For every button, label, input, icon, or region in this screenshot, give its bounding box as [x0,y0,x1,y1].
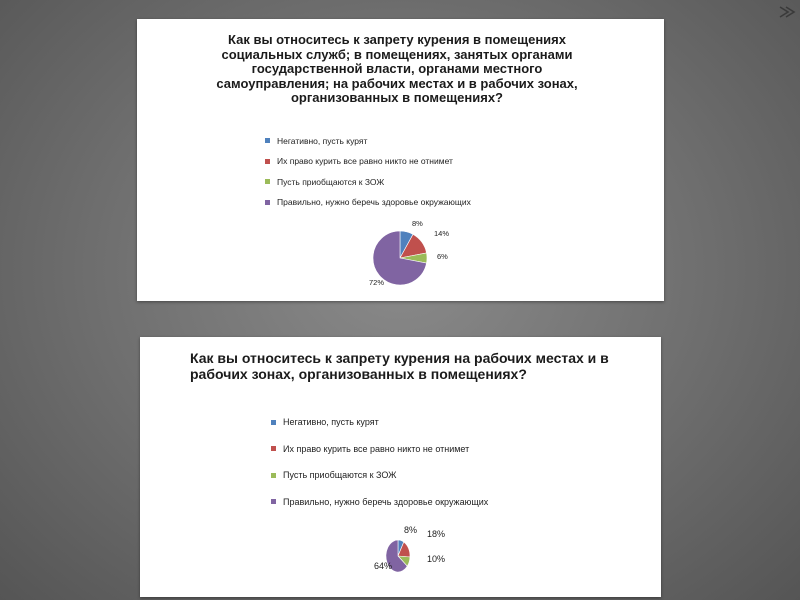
data-label: 72% [369,278,385,287]
data-label: 8% [404,525,418,535]
legend-label: Их право курить все равно никто не отнимет [283,443,470,454]
data-label: 8% [412,219,423,228]
pie-chart [140,337,661,597]
data-label: 10% [427,554,446,564]
chart-title: Как вы относитесь к запрету курения на рабочих местах и в рабочих зонах, организованных в помещениях? [190,350,609,382]
chart-panel-1 [137,19,664,301]
chart-title: Как вы относитесь к запрету курения в помещениях социальных служб; в помещениях, занятых органами государственной власти, органами местного самоуправления; на рабочих местах и в рабочих зонах, организованных в помещениях? [216,32,578,106]
data-label: 18% [427,529,446,539]
legend-label: Негативно, пусть курят [277,135,368,146]
data-label: 6% [437,252,448,261]
legend-label: Их право курить все равно никто не отнимет [277,156,453,166]
pie-chart [137,19,664,301]
data-label: 14% [434,229,450,238]
legend-label: Пусть приобщаются к ЗОЖ [277,176,385,187]
chart-panel-2 [140,337,661,597]
legend-label: Негативно, пусть курят [283,417,379,427]
data-label: 64% [374,561,393,571]
legend-label: Пусть приобщаются к ЗОЖ [283,470,397,480]
chevron-right-icon[interactable] [778,6,796,18]
legend-label: Правильно, нужно беречь здоровье окружающих [283,496,489,507]
legend-label: Правильно, нужно беречь здоровье окружающих [277,197,471,207]
